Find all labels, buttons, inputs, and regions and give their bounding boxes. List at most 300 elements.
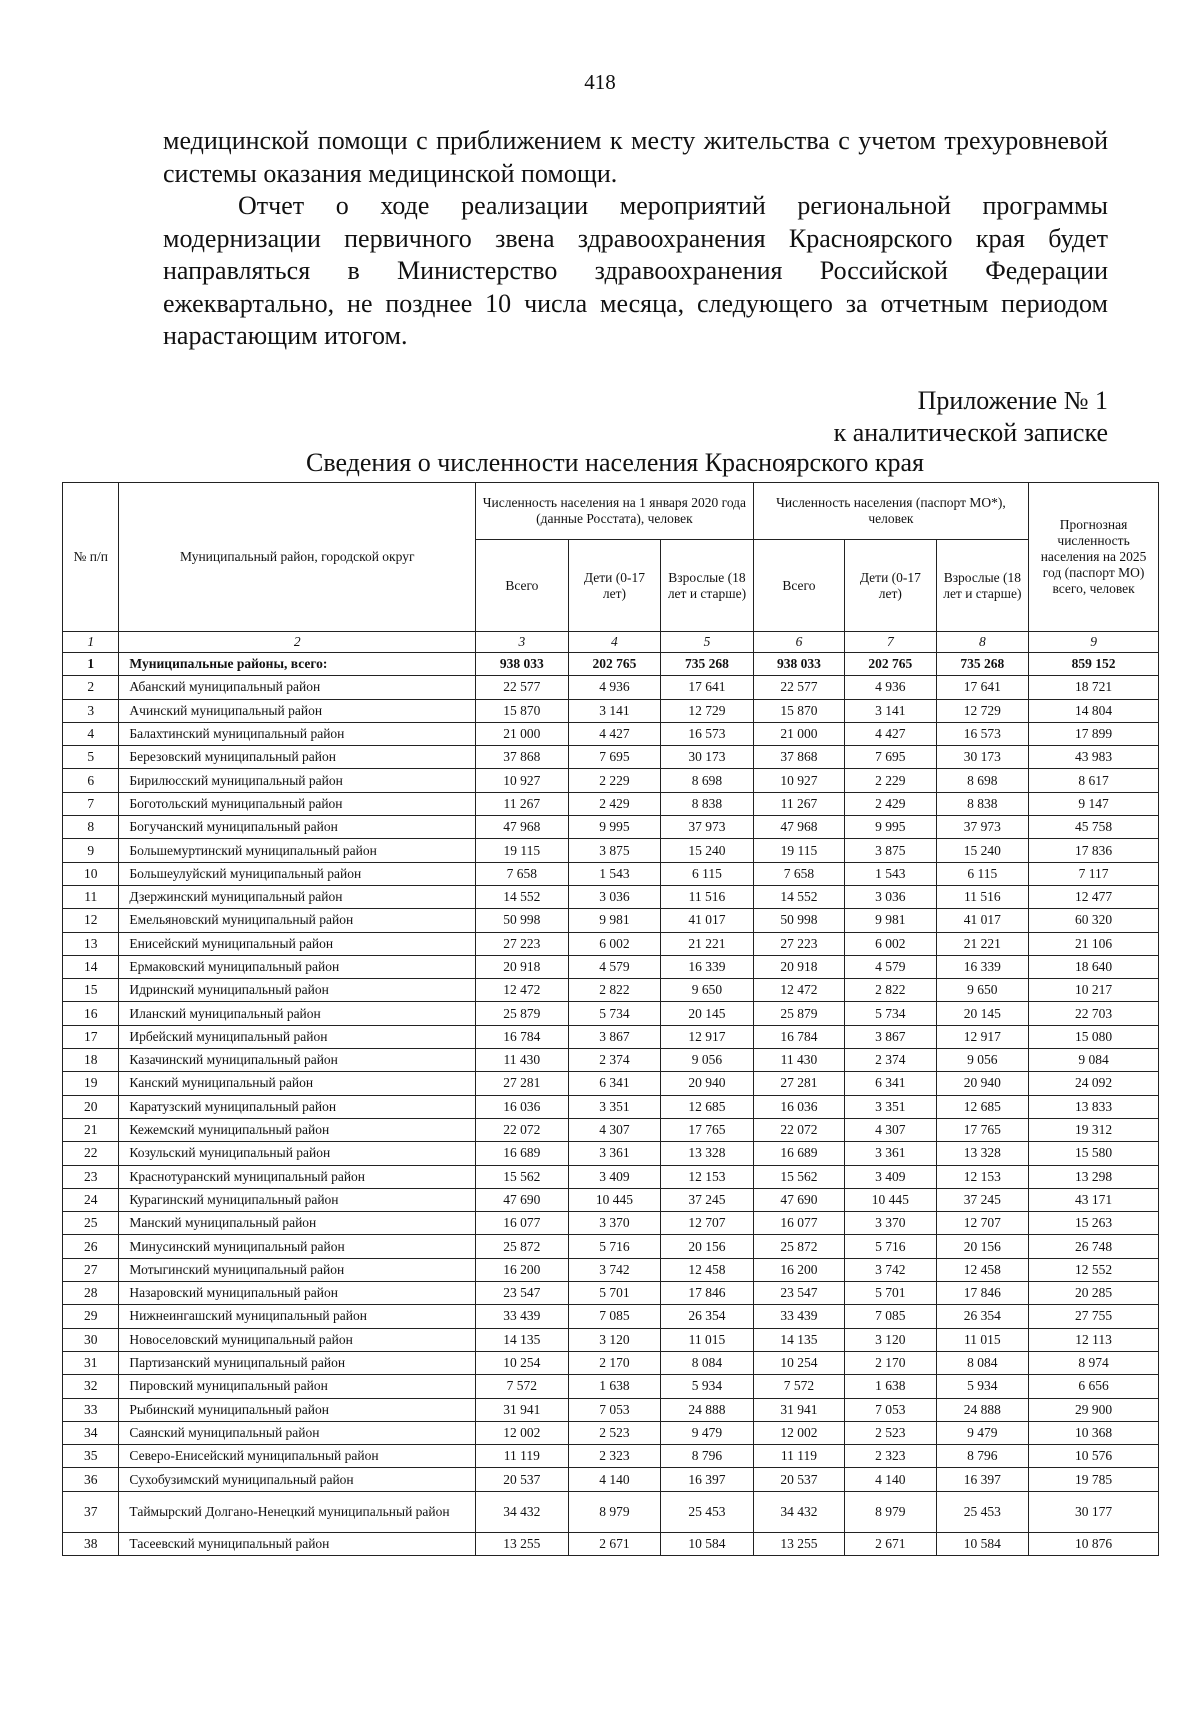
passport-adults: 6 115 <box>936 862 1029 885</box>
rosstat-total: 16 784 <box>476 1025 569 1048</box>
rosstat-total: 12 002 <box>476 1421 569 1444</box>
passport-adults: 9 650 <box>936 979 1029 1002</box>
passport-total: 938 033 <box>753 653 844 676</box>
passport-adults: 9 056 <box>936 1049 1029 1072</box>
rosstat-adults: 37 973 <box>661 816 754 839</box>
district-name: Саянский муниципальный район <box>119 1421 476 1444</box>
passport-adults: 16 339 <box>936 955 1029 978</box>
rosstat-adults: 10 584 <box>661 1532 754 1555</box>
rosstat-children: 8 979 <box>568 1491 661 1532</box>
row-number: 12 <box>63 909 119 932</box>
row-number: 29 <box>63 1305 119 1328</box>
table-row <box>63 1118 1159 1141</box>
forecast-2025: 26 748 <box>1029 1235 1159 1258</box>
rosstat-total: 25 879 <box>476 1002 569 1025</box>
column-number-row <box>63 632 1159 653</box>
table-row <box>63 932 1159 955</box>
table-body <box>63 632 1159 1556</box>
passport-total: 47 968 <box>753 816 844 839</box>
row-number: 36 <box>63 1468 119 1491</box>
district-name: Рыбинский муниципальный район <box>119 1398 476 1421</box>
rosstat-total: 34 432 <box>476 1491 569 1532</box>
passport-adults: 8 838 <box>936 792 1029 815</box>
passport-total: 27 281 <box>753 1072 844 1095</box>
forecast-2025: 859 152 <box>1029 653 1159 676</box>
forecast-2025: 10 576 <box>1029 1445 1159 1468</box>
rosstat-total: 12 472 <box>476 979 569 1002</box>
table-title: Сведения о численности населения Красноярского края <box>305 448 924 477</box>
row-number: 22 <box>63 1142 119 1165</box>
rosstat-adults: 11 516 <box>661 885 754 908</box>
forecast-2025: 60 320 <box>1029 909 1159 932</box>
passport-adults: 12 729 <box>936 699 1029 722</box>
rosstat-adults: 16 573 <box>661 722 754 745</box>
header-adults: Взрослые (18 лет и старше) <box>661 540 754 632</box>
rosstat-children: 1 543 <box>568 862 661 885</box>
passport-total: 16 077 <box>753 1212 844 1235</box>
table-row <box>63 1212 1159 1235</box>
passport-total: 22 072 <box>753 1118 844 1141</box>
district-name: Абанский муниципальный район <box>119 676 476 699</box>
rosstat-adults: 16 339 <box>661 955 754 978</box>
district-name: Муниципальные районы, всего: <box>119 653 476 676</box>
passport-total: 7 658 <box>753 862 844 885</box>
rosstat-total: 11 119 <box>476 1445 569 1468</box>
passport-total: 19 115 <box>753 839 844 862</box>
rosstat-children: 10 445 <box>568 1188 661 1211</box>
forecast-2025: 17 836 <box>1029 839 1159 862</box>
table-row <box>63 676 1159 699</box>
row-number: 9 <box>63 839 119 862</box>
table-row <box>63 1165 1159 1188</box>
district-name: Пировский муниципальный район <box>119 1375 476 1398</box>
district-name: Канский муниципальный район <box>119 1072 476 1095</box>
forecast-2025: 18 721 <box>1029 676 1159 699</box>
passport-adults: 10 584 <box>936 1532 1029 1555</box>
rosstat-adults: 11 015 <box>661 1328 754 1351</box>
passport-total: 15 562 <box>753 1165 844 1188</box>
district-name: Назаровский муниципальный район <box>119 1282 476 1305</box>
row-number: 33 <box>63 1398 119 1421</box>
row-number: 38 <box>63 1532 119 1555</box>
forecast-2025: 12 113 <box>1029 1328 1159 1351</box>
rosstat-total: 10 254 <box>476 1351 569 1374</box>
rosstat-adults: 8 084 <box>661 1351 754 1374</box>
rosstat-children: 4 140 <box>568 1468 661 1491</box>
row-number: 23 <box>63 1165 119 1188</box>
district-name: Енисейский муниципальный район <box>119 932 476 955</box>
table-row <box>63 1398 1159 1421</box>
table-row <box>63 792 1159 815</box>
page-number: 418 <box>584 70 616 94</box>
district-name: Кежемский муниципальный район <box>119 1118 476 1141</box>
rosstat-adults: 8 838 <box>661 792 754 815</box>
table-row <box>63 699 1159 722</box>
passport-total: 7 572 <box>753 1375 844 1398</box>
forecast-2025: 9 084 <box>1029 1049 1159 1072</box>
row-number: 27 <box>63 1258 119 1281</box>
rosstat-adults: 13 328 <box>661 1142 754 1165</box>
row-number: 7 <box>63 792 119 815</box>
passport-children: 2 170 <box>845 1351 936 1374</box>
passport-adults: 21 221 <box>936 932 1029 955</box>
passport-children: 7 085 <box>845 1305 936 1328</box>
row-number: 19 <box>63 1072 119 1095</box>
row-number: 35 <box>63 1445 119 1468</box>
rosstat-adults: 8 698 <box>661 769 754 792</box>
rosstat-adults: 12 153 <box>661 1165 754 1188</box>
header-district: Муниципальный район, городской округ <box>119 483 476 632</box>
rosstat-adults: 5 934 <box>661 1375 754 1398</box>
rosstat-total: 37 868 <box>476 746 569 769</box>
passport-adults: 37 245 <box>936 1188 1029 1211</box>
forecast-2025: 29 900 <box>1029 1398 1159 1421</box>
passport-children: 2 229 <box>845 769 936 792</box>
row-number: 21 <box>63 1118 119 1141</box>
forecast-2025: 22 703 <box>1029 1002 1159 1025</box>
table-row <box>63 1002 1159 1025</box>
column-number: 4 <box>568 632 661 653</box>
forecast-2025: 24 092 <box>1029 1072 1159 1095</box>
column-number: 3 <box>476 632 569 653</box>
passport-children: 3 120 <box>845 1328 936 1351</box>
row-number: 15 <box>63 979 119 1002</box>
passport-adults: 11 516 <box>936 885 1029 908</box>
rosstat-adults: 17 641 <box>661 676 754 699</box>
passport-children: 6 341 <box>845 1072 936 1095</box>
rosstat-children: 3 742 <box>568 1258 661 1281</box>
passport-adults: 9 479 <box>936 1421 1029 1444</box>
row-number: 18 <box>63 1049 119 1072</box>
passport-children: 5 716 <box>845 1235 936 1258</box>
rosstat-total: 16 077 <box>476 1212 569 1235</box>
passport-total: 47 690 <box>753 1188 844 1211</box>
table-row <box>63 1049 1159 1072</box>
rosstat-adults: 8 796 <box>661 1445 754 1468</box>
rosstat-children: 4 307 <box>568 1118 661 1141</box>
column-number: 5 <box>661 632 754 653</box>
passport-total: 16 036 <box>753 1095 844 1118</box>
forecast-2025: 10 876 <box>1029 1532 1159 1555</box>
paragraph-text: медицинской помощи с приближением к месту жительства с учетом трехуровневой системы оказания медицинской помощи. <box>163 126 1108 188</box>
row-number: 16 <box>63 1002 119 1025</box>
row-number: 3 <box>63 699 119 722</box>
rosstat-adults: 15 240 <box>661 839 754 862</box>
passport-total: 12 472 <box>753 979 844 1002</box>
rosstat-adults: 12 685 <box>661 1095 754 1118</box>
forecast-2025: 10 368 <box>1029 1421 1159 1444</box>
passport-adults: 17 765 <box>936 1118 1029 1141</box>
rosstat-adults: 12 729 <box>661 699 754 722</box>
district-name: Иланский муниципальный район <box>119 1002 476 1025</box>
rosstat-adults: 20 145 <box>661 1002 754 1025</box>
passport-adults: 37 973 <box>936 816 1029 839</box>
passport-total: 27 223 <box>753 932 844 955</box>
passport-adults: 8 698 <box>936 769 1029 792</box>
rosstat-adults: 24 888 <box>661 1398 754 1421</box>
passport-adults: 20 156 <box>936 1235 1029 1258</box>
passport-children: 3 875 <box>845 839 936 862</box>
passport-total: 21 000 <box>753 722 844 745</box>
rosstat-adults: 30 173 <box>661 746 754 769</box>
passport-children: 4 936 <box>845 676 936 699</box>
rosstat-children: 9 981 <box>568 909 661 932</box>
rosstat-total: 21 000 <box>476 722 569 745</box>
passport-total: 11 267 <box>753 792 844 815</box>
district-name: Богучанский муниципальный район <box>119 816 476 839</box>
table-row <box>63 1025 1159 1048</box>
rosstat-children: 3 120 <box>568 1328 661 1351</box>
passport-total: 37 868 <box>753 746 844 769</box>
rosstat-adults: 735 268 <box>661 653 754 676</box>
rosstat-adults: 25 453 <box>661 1491 754 1532</box>
rosstat-children: 3 370 <box>568 1212 661 1235</box>
rosstat-total: 7 658 <box>476 862 569 885</box>
passport-children: 1 543 <box>845 862 936 885</box>
passport-adults: 12 685 <box>936 1095 1029 1118</box>
forecast-2025: 20 285 <box>1029 1282 1159 1305</box>
passport-children: 3 409 <box>845 1165 936 1188</box>
rosstat-total: 16 200 <box>476 1258 569 1281</box>
table-row <box>63 885 1159 908</box>
district-name: Манский муниципальный район <box>119 1212 476 1235</box>
table-row <box>63 746 1159 769</box>
district-name: Курагинский муниципальный район <box>119 1188 476 1211</box>
passport-total: 34 432 <box>753 1491 844 1532</box>
passport-adults: 20 145 <box>936 1002 1029 1025</box>
body-paragraph-1 <box>163 125 1108 190</box>
table-row <box>63 1282 1159 1305</box>
district-name: Минусинский муниципальный район <box>119 1235 476 1258</box>
passport-children: 6 002 <box>845 932 936 955</box>
passport-total: 23 547 <box>753 1282 844 1305</box>
column-number: 7 <box>845 632 936 653</box>
rosstat-total: 27 223 <box>476 932 569 955</box>
passport-children: 2 671 <box>845 1532 936 1555</box>
rosstat-adults: 16 397 <box>661 1468 754 1491</box>
passport-children: 4 427 <box>845 722 936 745</box>
district-name: Балахтинский муниципальный район <box>119 722 476 745</box>
passport-adults: 12 153 <box>936 1165 1029 1188</box>
passport-children: 3 036 <box>845 885 936 908</box>
passport-total: 50 998 <box>753 909 844 932</box>
row-number: 11 <box>63 885 119 908</box>
rosstat-adults: 20 156 <box>661 1235 754 1258</box>
rosstat-children: 5 701 <box>568 1282 661 1305</box>
forecast-2025: 13 833 <box>1029 1095 1159 1118</box>
passport-adults: 15 240 <box>936 839 1029 862</box>
district-name: Каратузский муниципальный район <box>119 1095 476 1118</box>
rosstat-children: 6 341 <box>568 1072 661 1095</box>
forecast-2025: 13 298 <box>1029 1165 1159 1188</box>
rosstat-total: 50 998 <box>476 909 569 932</box>
passport-children: 9 981 <box>845 909 936 932</box>
rosstat-total: 14 552 <box>476 885 569 908</box>
table-row <box>63 979 1159 1002</box>
district-name: Партизанский муниципальный район <box>119 1351 476 1374</box>
district-name: Нижнеингашский муниципальный район <box>119 1305 476 1328</box>
district-name: Козульский муниципальный район <box>119 1142 476 1165</box>
rosstat-children: 3 141 <box>568 699 661 722</box>
district-name: Березовский муниципальный район <box>119 746 476 769</box>
rosstat-children: 2 523 <box>568 1421 661 1444</box>
passport-total: 10 927 <box>753 769 844 792</box>
passport-children: 2 323 <box>845 1445 936 1468</box>
district-name: Дзержинский муниципальный район <box>119 885 476 908</box>
passport-children: 4 140 <box>845 1468 936 1491</box>
table-row <box>63 1235 1159 1258</box>
table-row <box>63 1532 1159 1555</box>
passport-total: 20 918 <box>753 955 844 978</box>
rosstat-children: 3 036 <box>568 885 661 908</box>
rosstat-adults: 6 115 <box>661 862 754 885</box>
passport-adults: 41 017 <box>936 909 1029 932</box>
paragraph-text: Отчет о ходе реализации мероприятий региональной программы модернизации первичного звена здравоохранения Красноярского края будет направляться в Министерство здравоохранения Российской Федерации ежеквартально, не позднее 10 числа месяца, следующего за отчетным периодом нарастающим итогом. <box>163 191 1108 350</box>
row-number: 20 <box>63 1095 119 1118</box>
column-number: 8 <box>936 632 1029 653</box>
rosstat-children: 2 429 <box>568 792 661 815</box>
forecast-2025: 45 758 <box>1029 816 1159 839</box>
district-name: Казачинский муниципальный район <box>119 1049 476 1072</box>
rosstat-children: 5 716 <box>568 1235 661 1258</box>
passport-adults: 17 641 <box>936 676 1029 699</box>
passport-total: 16 689 <box>753 1142 844 1165</box>
forecast-2025: 8 974 <box>1029 1351 1159 1374</box>
passport-children: 3 867 <box>845 1025 936 1048</box>
passport-total: 11 119 <box>753 1445 844 1468</box>
forecast-2025: 19 785 <box>1029 1468 1159 1491</box>
rosstat-children: 7 053 <box>568 1398 661 1421</box>
passport-total: 31 941 <box>753 1398 844 1421</box>
passport-total: 20 537 <box>753 1468 844 1491</box>
rosstat-children: 202 765 <box>568 653 661 676</box>
rosstat-children: 3 351 <box>568 1095 661 1118</box>
passport-adults: 17 846 <box>936 1282 1029 1305</box>
passport-total: 16 200 <box>753 1258 844 1281</box>
rosstat-total: 33 439 <box>476 1305 569 1328</box>
row-number: 2 <box>63 676 119 699</box>
rosstat-children: 5 734 <box>568 1002 661 1025</box>
rosstat-total: 47 968 <box>476 816 569 839</box>
row-number: 10 <box>63 862 119 885</box>
rosstat-total: 16 036 <box>476 1095 569 1118</box>
passport-total: 12 002 <box>753 1421 844 1444</box>
rosstat-total: 16 689 <box>476 1142 569 1165</box>
district-name: Ермаковский муниципальный район <box>119 955 476 978</box>
passport-adults: 735 268 <box>936 653 1029 676</box>
table-row <box>63 722 1159 745</box>
table-row <box>63 909 1159 932</box>
forecast-2025: 9 147 <box>1029 792 1159 815</box>
table-row <box>63 1072 1159 1095</box>
passport-total: 11 430 <box>753 1049 844 1072</box>
rosstat-adults: 12 458 <box>661 1258 754 1281</box>
rosstat-children: 3 409 <box>568 1165 661 1188</box>
header-total: Всего <box>753 540 844 632</box>
district-name: Краснотуранский муниципальный район <box>119 1165 476 1188</box>
district-name: Большемуртинский муниципальный район <box>119 839 476 862</box>
row-number: 6 <box>63 769 119 792</box>
district-name: Ирбейский муниципальный район <box>119 1025 476 1048</box>
rosstat-total: 25 872 <box>476 1235 569 1258</box>
table-row <box>63 1445 1159 1468</box>
passport-total: 16 784 <box>753 1025 844 1048</box>
district-name: Сухобузимский муниципальный район <box>119 1468 476 1491</box>
passport-adults: 26 354 <box>936 1305 1029 1328</box>
passport-total: 25 879 <box>753 1002 844 1025</box>
appendix-heading <box>834 385 1108 449</box>
rosstat-children: 1 638 <box>568 1375 661 1398</box>
district-name: Боготольский муниципальный район <box>119 792 476 815</box>
row-number: 34 <box>63 1421 119 1444</box>
rosstat-children: 4 579 <box>568 955 661 978</box>
passport-adults: 30 173 <box>936 746 1029 769</box>
passport-children: 2 523 <box>845 1421 936 1444</box>
rosstat-total: 31 941 <box>476 1398 569 1421</box>
forecast-2025: 27 755 <box>1029 1305 1159 1328</box>
forecast-2025: 15 580 <box>1029 1142 1159 1165</box>
row-number: 1 <box>63 653 119 676</box>
passport-children: 1 638 <box>845 1375 936 1398</box>
passport-children: 5 734 <box>845 1002 936 1025</box>
passport-children: 7 695 <box>845 746 936 769</box>
rosstat-adults: 20 940 <box>661 1072 754 1095</box>
passport-children: 3 351 <box>845 1095 936 1118</box>
body-paragraph-2 <box>163 190 1108 353</box>
forecast-2025: 8 617 <box>1029 769 1159 792</box>
passport-children: 3 361 <box>845 1142 936 1165</box>
forecast-2025: 10 217 <box>1029 979 1159 1002</box>
passport-children: 3 742 <box>845 1258 936 1281</box>
forecast-2025: 15 080 <box>1029 1025 1159 1048</box>
table-row <box>63 1258 1159 1281</box>
passport-children: 3 370 <box>845 1212 936 1235</box>
passport-total: 25 872 <box>753 1235 844 1258</box>
row-number: 32 <box>63 1375 119 1398</box>
forecast-2025: 21 106 <box>1029 932 1159 955</box>
rosstat-children: 3 875 <box>568 839 661 862</box>
table-row <box>63 1328 1159 1351</box>
forecast-2025: 30 177 <box>1029 1491 1159 1532</box>
rosstat-total: 7 572 <box>476 1375 569 1398</box>
rosstat-adults: 9 479 <box>661 1421 754 1444</box>
rosstat-total: 22 072 <box>476 1118 569 1141</box>
appendix-line-1: Приложение № 1 <box>917 386 1108 415</box>
header-passport-group: Численность населения (паспорт МО*), человек <box>753 483 1028 540</box>
passport-adults: 20 940 <box>936 1072 1029 1095</box>
row-number: 5 <box>63 746 119 769</box>
passport-adults: 16 573 <box>936 722 1029 745</box>
table-row <box>63 1421 1159 1444</box>
column-number: 2 <box>119 632 476 653</box>
header-total: Всего <box>476 540 569 632</box>
forecast-2025: 14 804 <box>1029 699 1159 722</box>
passport-adults: 8 084 <box>936 1351 1029 1374</box>
row-number: 24 <box>63 1188 119 1211</box>
passport-children: 2 374 <box>845 1049 936 1072</box>
passport-total: 15 870 <box>753 699 844 722</box>
passport-total: 14 135 <box>753 1328 844 1351</box>
passport-children: 2 822 <box>845 979 936 1002</box>
passport-total: 33 439 <box>753 1305 844 1328</box>
passport-children: 4 307 <box>845 1118 936 1141</box>
row-number: 37 <box>63 1491 119 1532</box>
passport-adults: 13 328 <box>936 1142 1029 1165</box>
appendix-line-2: к аналитической записке <box>833 418 1108 447</box>
table-row <box>63 955 1159 978</box>
header-children: Дети (0-17 лет) <box>845 540 936 632</box>
district-name: Ачинский муниципальный район <box>119 699 476 722</box>
